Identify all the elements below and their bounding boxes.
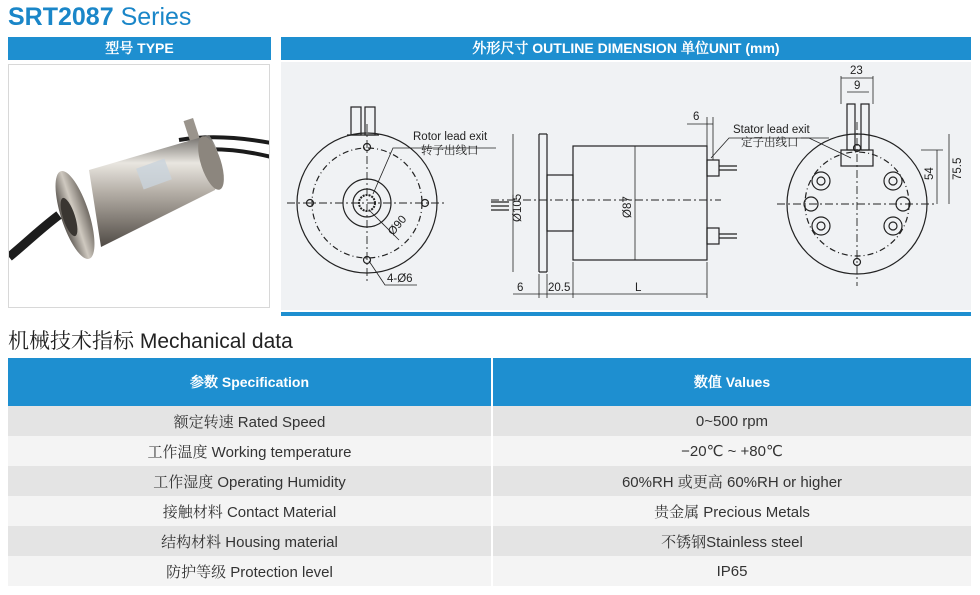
spec-cell: 接触材料 Contact Material (8, 496, 492, 526)
dim-23: 23 (850, 65, 863, 77)
table-row (8, 556, 971, 586)
value-cell: 贵金属 Precious Metals (492, 496, 971, 526)
dim-20-5: 20.5 (548, 282, 571, 294)
series-label: Series (113, 3, 192, 31)
dimension-header-bar: 外形尺寸 OUTLINE DIMENSION 单位UNIT (mm) (281, 37, 971, 60)
dim-d87: Ø87 (622, 196, 634, 218)
value-cell: 不锈钢Stainless steel (492, 526, 971, 556)
dim-d105: Ø105 (512, 193, 524, 222)
dimension-drawing-svg (281, 62, 971, 310)
outline-drawing (281, 62, 971, 310)
dim-d90: Ø90 (386, 213, 410, 238)
header-values: 数值 Values (492, 358, 971, 406)
table-row (8, 496, 971, 526)
stator-lead-label: Stator lead exit (733, 124, 810, 136)
section-title: 机械技术指标 Mechanical data (8, 330, 293, 353)
dim-6-top: 6 (693, 111, 700, 123)
table-row (8, 466, 971, 496)
table-row (8, 406, 971, 436)
value-cell: 0~500 rpm (492, 406, 971, 436)
page-title (8, 2, 191, 32)
dim-9: 9 (854, 80, 861, 92)
spec-cell: 工作湿度 Operating Humidity (8, 466, 492, 496)
dim-holes: 4-Ø6 (387, 273, 413, 285)
value-cell: 60%RH 或更高 60%RH or higher (492, 466, 971, 496)
rotor-lead-label-cn: 转子出线口 (421, 145, 479, 157)
spec-cell: 结构材料 Housing material (8, 526, 492, 556)
product-photo (8, 64, 270, 308)
slip-ring-illustration (9, 65, 269, 307)
table-row (8, 526, 971, 556)
spec-cell: 额定转速 Rated Speed (8, 406, 492, 436)
value-cell: −20℃ ~ +80℃ (492, 436, 971, 466)
dim-75-5: 75.5 (952, 157, 964, 180)
spec-cell: 防护等级 Protection level (8, 556, 492, 586)
table-row (8, 436, 971, 466)
rotor-lead-label: Rotor lead exit (413, 131, 488, 143)
mechanical-data-table (8, 358, 971, 586)
dim-54: 54 (924, 167, 936, 180)
stator-lead-label-cn: 定子出线口 (741, 137, 799, 149)
type-header-bar: 型号 TYPE (8, 37, 271, 60)
header-specification: 参数 Specification (8, 358, 492, 406)
section-divider (281, 312, 971, 316)
value-cell: IP65 (492, 556, 971, 586)
dim-6-bottom: 6 (517, 282, 524, 294)
table-header-row (8, 358, 971, 406)
model-name: SRT2087 (8, 3, 114, 31)
dim-L: L (635, 282, 642, 294)
spec-cell: 工作温度 Working temperature (8, 436, 492, 466)
